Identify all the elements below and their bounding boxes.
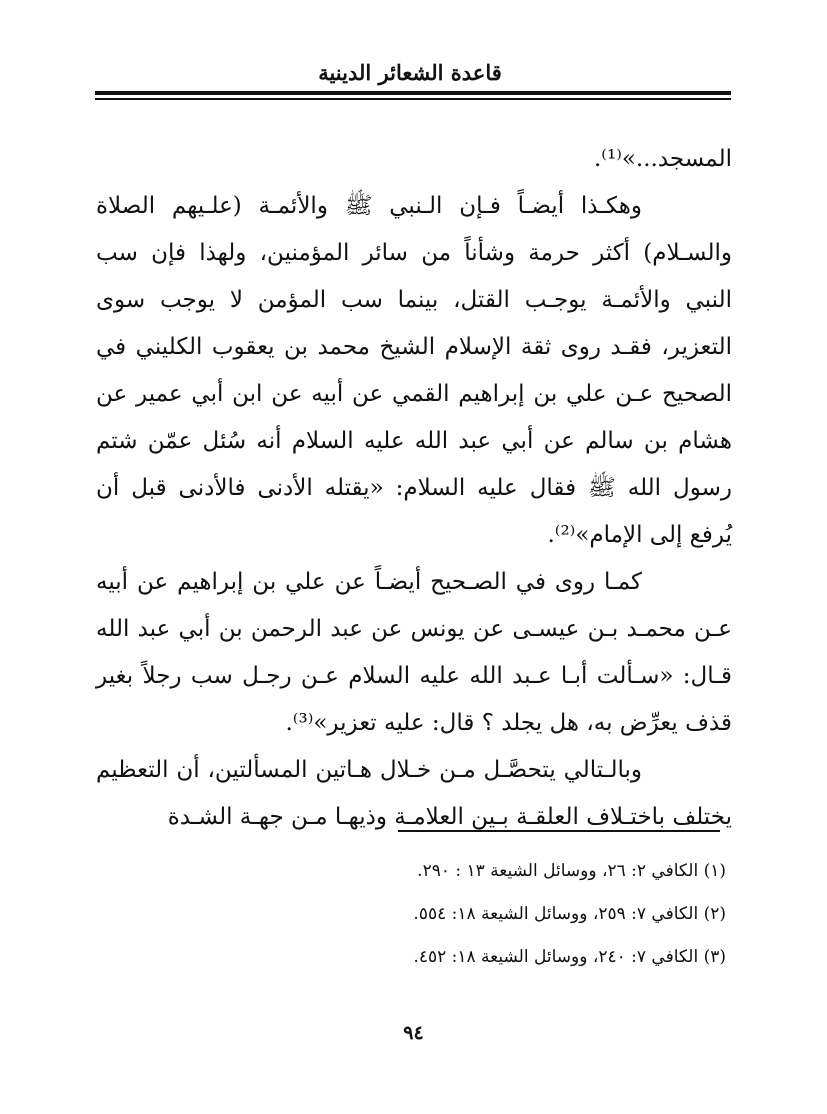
footnote-3: (٣) الكافي ٧: ٢٤٠، ووسائل الشيعة ١٨: ٤٥٢. (413, 947, 726, 967)
header-rule-thick (95, 91, 731, 95)
page-number: ٩٤ (403, 1022, 424, 1044)
header-rule-thin (95, 98, 731, 100)
paragraph-4: وبالـتالي يتحصَّـل مـن خـلال هـاتين المسألتين، أن التعظيم يختلف باختـلاف العلقـة بـين العلامـة وذيهـا مـن جهـة الشـدة (96, 757, 732, 830)
footnote-1: (١) الكافي ٢: ٢٦، ووسائل الشيعة ١٣ : ٢٩٠. (417, 861, 726, 881)
running-header-title: قاعدة الشعائر الدينية (318, 60, 502, 85)
paragraph-2: وهكـذا أيضـاً فـإن الـنبي ﷺ والأئمـة (علـيهم الصلاة والسـلام) أكثر حرمة وشأناً من سائر المؤمنين، ولهذا فإن سب النبي والأئمـة يوجـب القتل، بينما سب المؤمن لا يوجب سوى التعزير، فقـد روى ثقة الإسلام الشيخ محمد بن يعقوب الكليني في الصحيح عـن علي بن إبراهيم القمي عن أبيه عن ابن أبي عمير عن هشام بن سالم عن أبي عبد الله عليه السلام أنه سُئل عمّن شتم رسول الله ﷺ فقال عليه السلام: «يقتله الأدنى فالأدنى قبل أن يُرفع إلى الإمام»⁽²⁾. (96, 193, 732, 548)
main-text (96, 136, 732, 841)
footnotes (96, 850, 726, 979)
footnote-separator (398, 830, 720, 832)
footnote-2: (٢) الكافي ٧: ٢٥٩، ووسائل الشيعة ١٨: ٥٥٤. (413, 904, 726, 924)
paragraph-1: المسجد...»⁽¹⁾. (594, 146, 732, 172)
paragraph-3: كمـا روى في الصـحيح أيضـاً عن علي بن إبراهيم عن أبيه عـن محمـد بـن عيسـى عن يونس عن عبد الرحمن بن أبي عبد الله قـال: «سـألت أبـا عـبد الله عليه السلام عـن رجـل سب رجلاً بغير قذف يعرِّض به، هل يجلد ؟ قال: عليه تعزير»⁽³⁾. (96, 569, 732, 736)
